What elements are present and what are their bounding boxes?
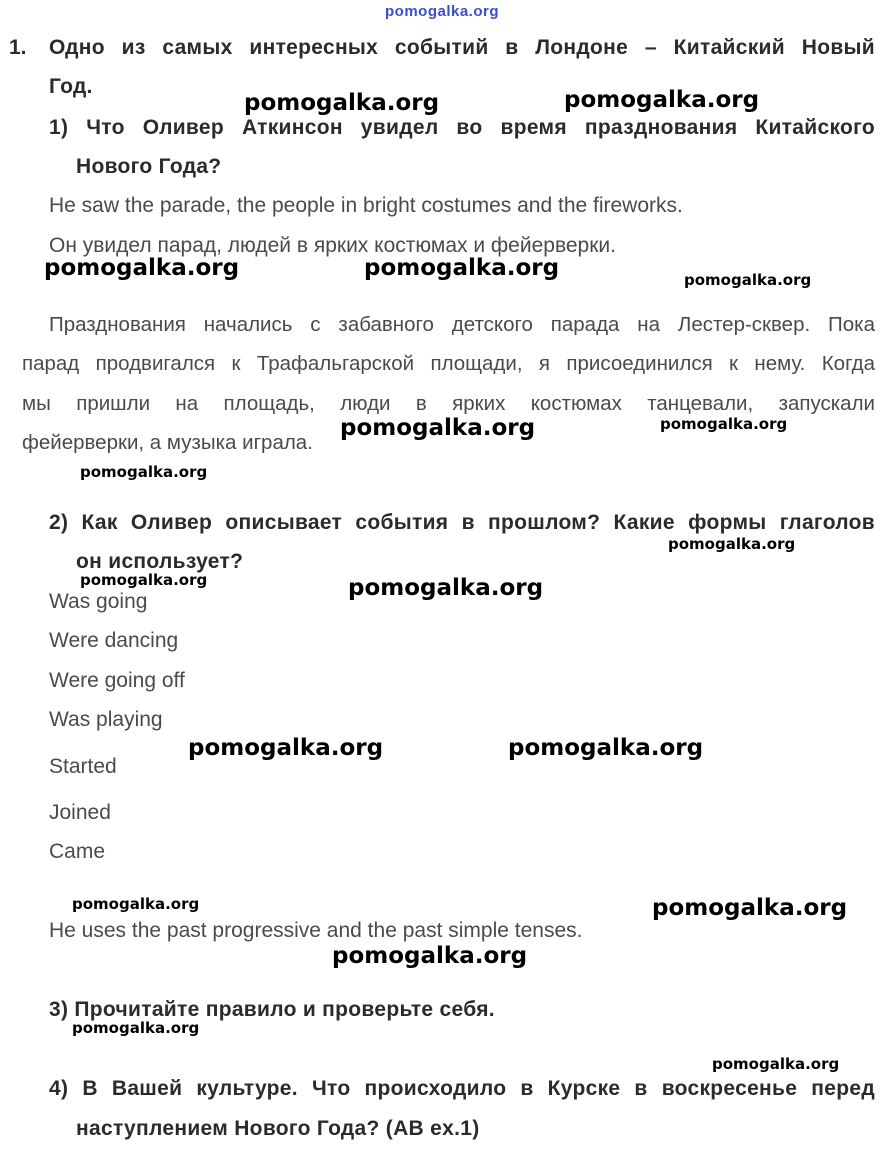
verb-item: Were going off bbox=[49, 669, 185, 692]
watermark: pomogalka.org bbox=[564, 87, 760, 113]
verb-item: Were dancing bbox=[49, 629, 179, 652]
passage-line-2: парад продвигался к Трафальгарской площади, я присоединился к нему. Когда bbox=[22, 352, 875, 375]
watermark: pomogalka.org bbox=[80, 463, 208, 481]
watermark: pomogalka.org bbox=[652, 895, 848, 921]
watermark: pomogalka.org bbox=[72, 1019, 200, 1037]
site-header: pomogalka.org bbox=[385, 3, 500, 20]
watermark: pomogalka.org bbox=[684, 271, 812, 289]
watermark: pomogalka.org bbox=[508, 735, 704, 761]
q1-line-2: Нового Года? bbox=[76, 155, 222, 178]
verb-item: Came bbox=[49, 840, 106, 863]
verb-item: Joined bbox=[49, 801, 111, 824]
watermark: pomogalka.org bbox=[244, 90, 440, 116]
watermark: pomogalka.org bbox=[660, 415, 788, 433]
watermark: pomogalka.org bbox=[188, 735, 384, 761]
q4-line-1: 4) В Вашей культуре. Что происходило в Курске в воскресенье перед bbox=[49, 1077, 875, 1100]
watermark: pomogalka.org bbox=[348, 575, 544, 601]
watermark: pomogalka.org bbox=[364, 255, 560, 281]
watermark: pomogalka.org bbox=[72, 895, 200, 913]
passage-line-1: Празднования начались с забавного детского парада на Лестер-сквер. Пока bbox=[49, 313, 875, 336]
q2-line-1: 2) Как Оливер описывает события в прошлом? Какие формы глаголов bbox=[49, 511, 875, 534]
watermark: pomogalka.org bbox=[340, 415, 536, 441]
item-number: 1. bbox=[9, 36, 27, 59]
passage-line-4: фейерверки, а музыка играла. bbox=[22, 431, 313, 454]
q2-line-2: он использует? bbox=[76, 550, 244, 573]
verb-item: Was going bbox=[49, 590, 148, 613]
q2-answer: He uses the past progressive and the past simple tenses. bbox=[49, 919, 583, 942]
q1-answer-en: He saw the parade, the people in bright costumes and the fireworks. bbox=[49, 194, 683, 217]
watermark: pomogalka.org bbox=[44, 255, 240, 281]
watermark: pomogalka.org bbox=[668, 535, 796, 553]
verb-item: Was playing bbox=[49, 708, 163, 731]
watermark: pomogalka.org bbox=[712, 1055, 840, 1073]
intro-line-2: Год. bbox=[49, 75, 93, 98]
intro-line-1: Одно из самых интересных событий в Лондоне – Китайский Новый bbox=[49, 36, 875, 59]
q4-line-2: наступлением Нового Года? (АВ ex.1) bbox=[76, 1117, 480, 1140]
q1-answer-ru: Он увидел парад, людей в ярких костюмах и фейерверки. bbox=[49, 234, 616, 257]
watermark: pomogalka.org bbox=[332, 943, 528, 969]
passage-line-3: мы пришли на площадь, люди в ярких костюмах танцевали, запускали bbox=[22, 392, 875, 415]
q1-line-1: 1) Что Оливер Аткинсон увидел во время празднования Китайского bbox=[49, 116, 875, 139]
watermark: pomogalka.org bbox=[80, 571, 208, 589]
verb-item: Started bbox=[49, 755, 117, 778]
q3-text: 3) Прочитайте правило и проверьте себя. bbox=[49, 998, 495, 1021]
